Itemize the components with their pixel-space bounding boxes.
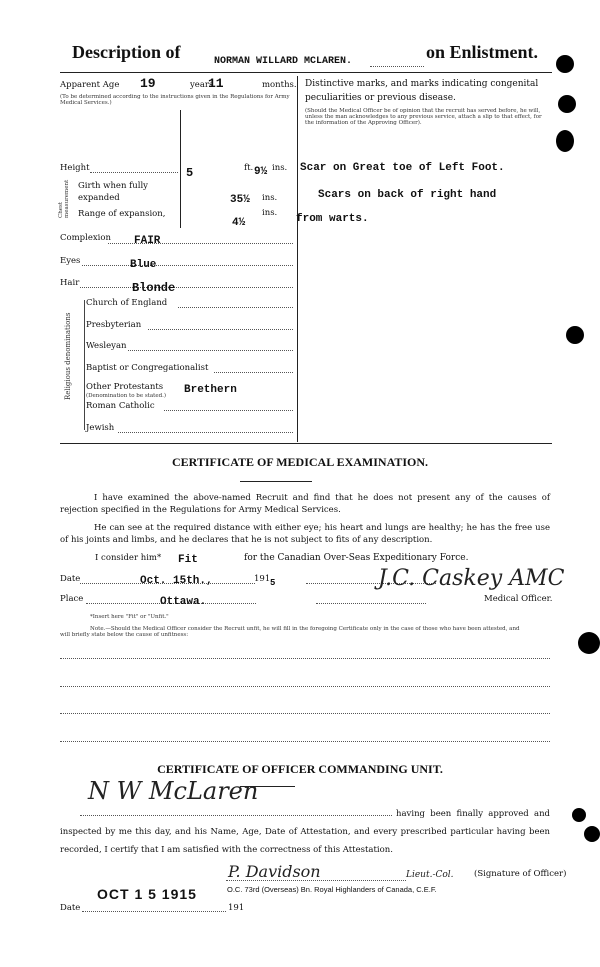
signature-of-officer-label: (Signature of Officer) [474,869,567,879]
punch-hole [584,826,600,842]
religion-presbyterian: Presbyterian [86,320,142,330]
commanding-para: having been finally approved and inspected by me this day, and his Name, Age, Date of Attestation, and every prescribed particular having been recorded, I certify that I am satisfied with the correctness of this Attestation. [60,809,550,855]
ft-label: ft. [244,163,254,173]
recruit-signature: N W McLaren [88,777,259,805]
eyes-value: Blue [130,259,157,271]
date-stamp: OCT 1 5 1915 [97,886,197,902]
religion-church-of-england: Church of England [86,298,168,308]
religion-other-protestants: Other Protestants [86,382,164,392]
punch-hole [578,632,600,654]
consider-value: Fit [178,554,198,566]
religion-value: Brethern [184,384,237,396]
religion-jewish: Jewish [86,423,115,433]
height-ft: 5 [186,166,194,180]
punch-hole [556,55,574,73]
commanding-date-label: Date [60,903,81,913]
marks-line-2: Scars on back of right hand [318,189,497,201]
punch-hole [566,326,584,344]
date-label: Date [60,574,81,584]
girth-value: 35½ [230,194,250,206]
marks-note: (Should the Medical Officer be of opinion that the recruit has served before, he will, unless the man acknowledges to any previous service, attach a slip to that effect, for the information of the Approving Officer). [305,108,542,126]
medical-officer-label: Medical Officer. [484,594,553,604]
consider-prefix: I consider him* [95,553,162,563]
height-ins: 9½ [254,166,268,178]
range-value: 4½ [232,217,246,229]
exam-place: Ottawa. [160,596,207,608]
marks-heading: Distinctive marks, and marks indicating congenital peculiarities or previous disease. [305,79,539,103]
marks-line-3: from warts. [296,213,369,225]
religion-roman-catholic: Roman Catholic [86,401,155,411]
medical-para-1: I have examined the above-named Recruit and find that he does not present any of the causes of rejection specified in the Regulations for Army Medical Services. [60,493,550,515]
commanding-year-prefix: 191 [228,903,245,913]
age-label: Apparent Age [60,80,120,90]
title-prefix: Description of [72,42,181,62]
officer-rank: Lieut.-Col. [406,870,454,880]
officer-unit: O.C. 73rd (Overseas) Bn. Royal Highlanders of Canada, C.E.F. [227,885,437,894]
height-label: Height [60,163,90,173]
punch-hole [572,808,586,822]
medical-title: CERTIFICATE OF MEDICAL EXAMINATION. [171,455,429,469]
punch-hole [558,95,576,113]
girth-label: Girth when fully expanded [78,181,148,203]
year-prefix: 191 [254,574,271,584]
religion-other-note: (Denomination to be stated.) [86,393,167,399]
age-note: (To be determined according to the instructions given in the Regulations for Army Medical Services.) [60,94,290,106]
age-years: 19 [140,76,156,91]
hair-label: Hair [60,278,80,288]
hair-value: Blonde [132,281,176,295]
medical-para-2: He can see at the required distance with either eye; his heart and lungs are healthy; he has the free use of his joints and limbs, and he declares that he is not subject to fits of any description. [60,523,550,545]
religion-baptist: Baptist or Congregationalist [86,363,209,373]
commanding-title: CERTIFICATE OF OFFICER COMMANDING UNIT. [157,762,443,776]
years-label: years [190,80,214,90]
title-suffix: on Enlistment. [426,42,539,62]
eyes-label: Eyes [60,256,81,266]
officer-signature: P. Davidson [228,862,321,881]
age-months: 11 [208,76,224,91]
marks-line-1: Scar on Great toe of Left Foot. [300,162,505,174]
months-label: months. [262,80,297,90]
year-value: 5 [270,578,276,588]
range-unit: ins. [262,208,278,218]
punch-hole [556,130,574,152]
consider-suffix: for the Canadian Over-Seas Expeditionary Force. [244,553,469,563]
place-label: Place [60,594,84,604]
religion-wesleyan: Wesleyan [86,341,127,351]
girth-unit: ins. [262,193,278,203]
religion-group-label: Religious denominations [64,312,72,400]
range-label: Range of expansion, [78,209,166,219]
chest-group-label: Chest measurement [58,179,70,218]
recruit-name: NORMAN WILLARD MCLAREN. [214,56,353,67]
complexion-value: FAIR [134,235,161,247]
ins-label: ins. [272,163,288,173]
insert-note: *Insert here "Fit" or "Unfit." [90,614,169,620]
unfit-note: Note.—Should the Medical Officer consider the Recruit unfit, he will fill in the foregoing Certificate only in the case of those who have been attested, and will briefly state below the cause of unfitness: [60,626,520,638]
medical-officer-signature: J.C. Caskey AMC [378,566,565,591]
exam-date: Oct. 15th., [140,575,213,587]
complexion-label: Complexion [60,233,111,243]
